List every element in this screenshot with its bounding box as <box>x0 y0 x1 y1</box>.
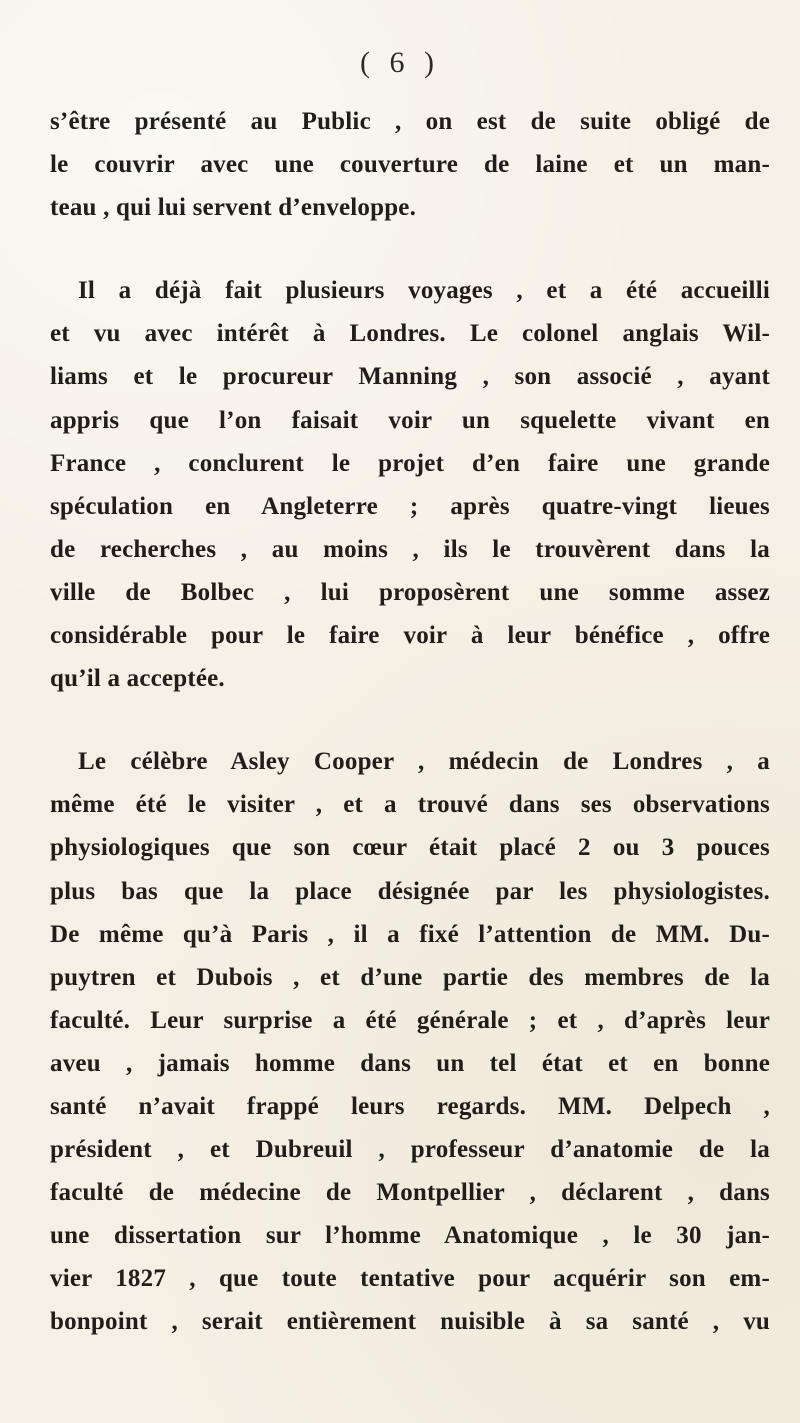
text-line: considérable pour le faire voir à leur bénéfice , offre <box>50 622 770 650</box>
text-line: appris que l’on faisait voir un squelette vivant en <box>50 406 770 434</box>
text-line: s’être présenté au Public , on est de suite obligé de <box>50 108 770 135</box>
text-line: plus bas que la place désignée par les physiologistes. <box>50 877 770 905</box>
text-line: De même qu’à Paris , il a fixé l’attention de MM. Du- <box>50 920 770 948</box>
text-line: bonpoint , serait entièrement nuisible à sa santé , vu <box>50 1308 770 1336</box>
text-line: ville de Bolbec , lui proposèrent une somme assez <box>50 578 770 606</box>
text-line: santé n’avait frappé leurs regards. MM. Delpech , <box>50 1092 770 1120</box>
page-number: ( 6 ) <box>360 46 440 79</box>
text-line: teau , qui lui servent d’enveloppe. <box>50 194 417 222</box>
text-line: Le célèbre Asley Cooper , médecin de Londres , a <box>78 748 770 776</box>
text-line: président , et Dubreuil , professeur d’anatomie de la <box>50 1136 770 1164</box>
text-line: qu’il a acceptée. <box>50 665 225 693</box>
text-line: liams et le procureur Manning , son associé , ayant <box>50 363 770 391</box>
text-line: de recherches , au moins , ils le trouvèrent dans la <box>50 535 770 563</box>
text-line: même été le visiter , et a trouvé dans ses observations <box>50 791 770 819</box>
paragraph-gap <box>50 700 770 740</box>
text-line: vier 1827 , que toute tentative pour acquérir son em- <box>50 1265 770 1293</box>
text-line: le couvrir avec une couverture de laine et un man- <box>50 151 770 179</box>
text-line: aveu , jamais homme dans un tel état et en bonne <box>50 1049 770 1077</box>
text-line: faculté de médecine de Montpellier , déclarent , dans <box>50 1179 770 1207</box>
text-line: Il a déjà fait plusieurs voyages , et a été accueilli <box>78 277 770 305</box>
text-line: une dissertation sur l’homme Anatomique , le 30 jan- <box>50 1222 770 1250</box>
text-line: faculté. Leur surprise a été générale ; et , d’après leur <box>50 1006 770 1034</box>
text-line: France , conclurent le projet d’en faire une grande <box>50 449 770 477</box>
text-line: puytren et Dubois , et d’une partie des membres de la <box>50 963 770 991</box>
paragraph-gap <box>50 229 770 269</box>
text-line: physiologiques que son cœur était placé 2 ou 3 pouces <box>50 834 770 862</box>
text-line: spéculation en Angleterre ; après quatre-vingt lieues <box>50 492 770 520</box>
page-text <box>50 100 770 1344</box>
text-line: et vu avec intérêt à Londres. Le colonel anglais Wil- <box>50 320 770 348</box>
